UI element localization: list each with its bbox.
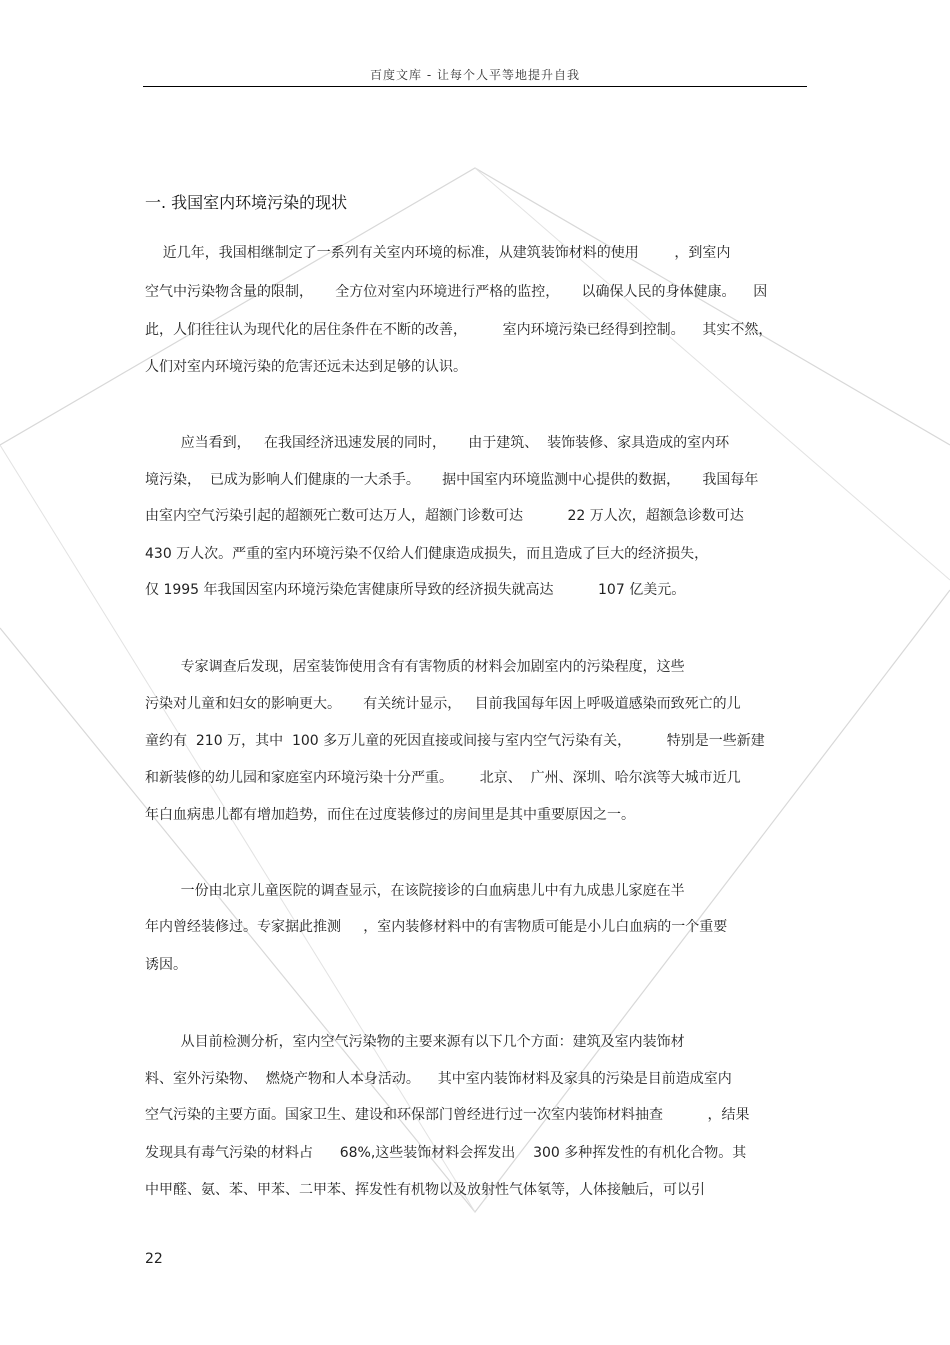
paragraph-5-line-5: 中甲醛、氨、苯、甲苯、二甲苯、挥发性有机物以及放射性气体氡等，人体接触后，可以引 xyxy=(145,1182,705,1198)
paragraph-3-line-3: 童约有 210 万，其中 100 多万儿童的死因直接或间接与室内空气污染有关， 特别是一些新建 xyxy=(145,733,765,749)
paragraph-1-line-4: 人们对室内环境污染的危害还远未达到足够的认识。 xyxy=(145,359,467,375)
page-header: 百度文库 - 让每个人平等地提升自我 xyxy=(370,68,580,82)
paragraph-3-line-2: 污染对儿童和妇女的影响更大。 有关统计显示， 目前我国每年因上呼吸道感染而致死亡的儿 xyxy=(145,696,741,712)
paragraph-4-line-1: 一份由北京儿童医院的调查显示，在该院接诊的白血病患儿中有九成患儿家庭在半 xyxy=(145,883,685,899)
header-rule xyxy=(143,86,807,87)
paragraph-1-line-3: 此，人们往往认为现代化的居住条件在不断的改善， 室内环境污染已经得到控制。 其实不然， xyxy=(145,322,773,338)
paragraph-2-line-5: 仅 1995 年我国因室内环境污染危害健康所导致的经济损失就高达 107 亿美元。 xyxy=(145,582,686,598)
paragraph-1-line-2: 空气中污染物含量的限制， 全方位对室内环境进行严格的监控， 以确保人民的身体健康。 因 xyxy=(145,284,768,300)
paragraph-2-line-3: 由室内空气污染引起的超额死亡数可达万人，超额门诊数可达 22 万人次，超额急诊数可达 xyxy=(145,508,744,524)
paragraph-3-line-1: 专家调查后发现，居室装饰使用含有有害物质的材料会加剧室内的污染程度，这些 xyxy=(145,659,685,675)
paragraph-2-line-4: 430 万人次。严重的室内环境污染不仅给人们健康造成损失，而且造成了巨大的经济损失， xyxy=(145,546,709,562)
paragraph-2-line-1: 应当看到， 在我国经济迅速发展的同时， 由于建筑、 装饰装修、家具造成的室内环 xyxy=(145,435,730,451)
paragraph-5-line-3: 空气污染的主要方面。国家卫生、建设和环保部门曾经进行过一次室内装饰材料抽查 ，结果 xyxy=(145,1107,750,1123)
paragraph-4-line-3: 诱因。 xyxy=(145,957,187,973)
paragraph-2-line-2: 境污染， 已成为影响人们健康的一大杀手。 据中国室内环境监测中心提供的数据， 我国每年 xyxy=(145,472,759,488)
page-number: 22 xyxy=(145,1251,163,1267)
paragraph-4-line-2: 年内曾经装修过。专家据此推测 ，室内装修材料中的有害物质可能是小儿白血病的一个重要 xyxy=(145,919,728,935)
section-title: 一. 我国室内环境污染的现状 xyxy=(145,193,348,212)
paragraph-1-line-1: 近几年，我国相继制定了一系列有关室内环境的标准，从建筑装饰材料的使用 ，到室内 xyxy=(145,245,731,261)
paragraph-5-line-2: 料、室外污染物、 燃烧产物和人本身活动。 其中室内装饰材料及家具的污染是目前造成室内 xyxy=(145,1071,732,1087)
paragraph-3-line-4: 和新装修的幼儿园和家庭室内环境污染十分严重。 北京、 广州、深圳、哈尔滨等大城市近几 xyxy=(145,770,741,786)
paragraph-3-line-5: 年白血病患儿都有增加趋势，而住在过度装修过的房间里是其中重要原因之一。 xyxy=(145,807,635,823)
paragraph-5-line-4: 发现具有毒气污染的材料占 68%,这些装饰材料会挥发出 300 多种挥发性的有机化合物。其 xyxy=(145,1145,747,1161)
paragraph-5-line-1: 从目前检测分析，室内空气污染物的主要来源有以下几个方面：建筑及室内装饰材 xyxy=(145,1034,685,1050)
